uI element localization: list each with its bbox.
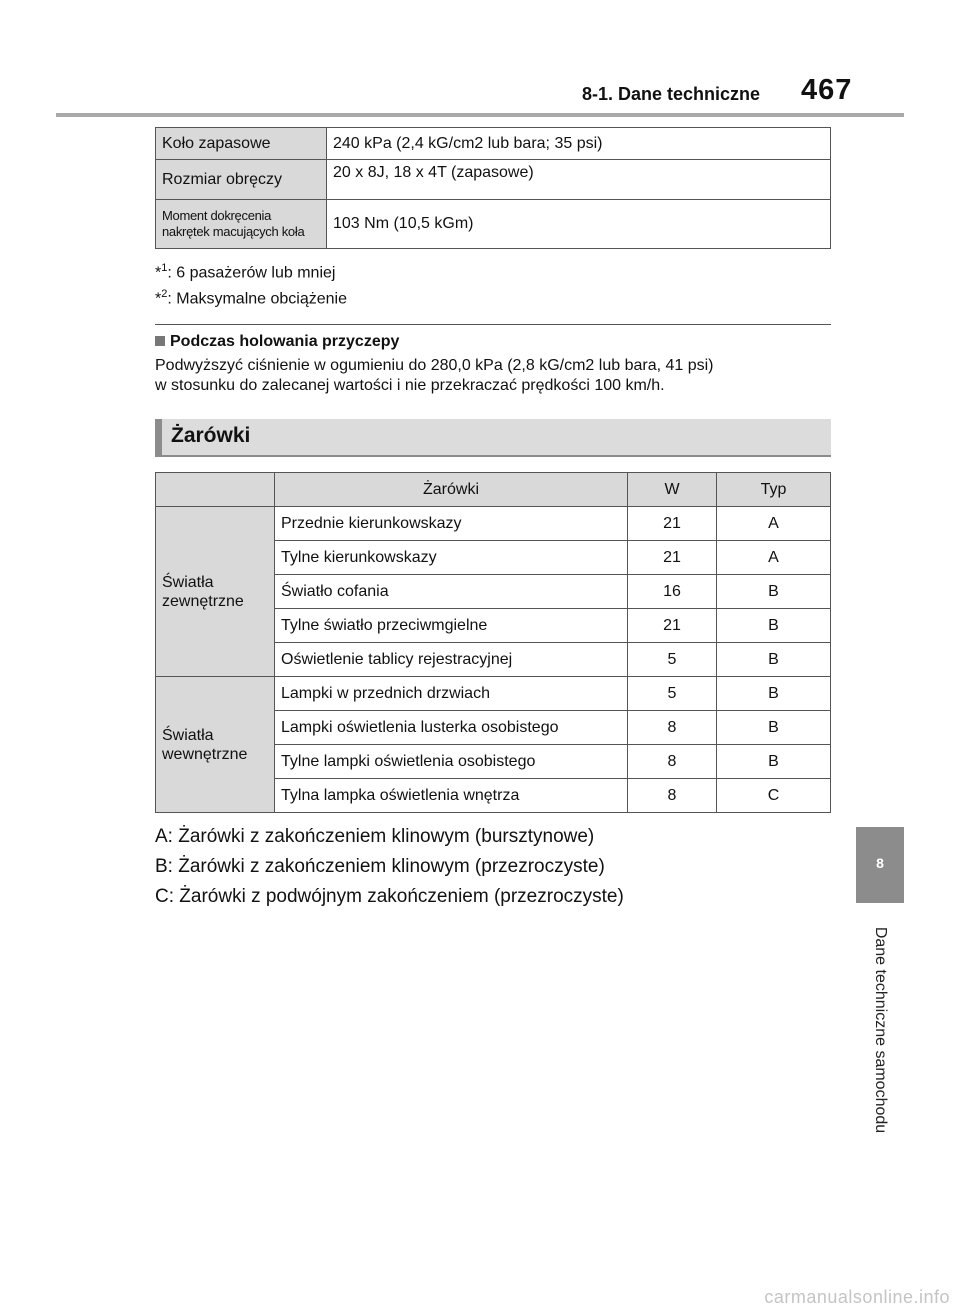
bulb-watt: 8 — [628, 745, 717, 779]
spec-table — [155, 127, 831, 249]
bulb-name: Lampki w przednich drzwiach — [275, 677, 628, 711]
section-accent — [155, 419, 162, 457]
bulb-name: Światło cofania — [275, 575, 628, 609]
footnote-mark: * — [155, 290, 162, 308]
bulb-name: Lampki oświetlenia lusterka osobistego — [275, 711, 628, 745]
spec-value: 103 Nm (10,5 kGm) — [327, 200, 831, 249]
spec-key-line: nakrętek macujących koła — [162, 224, 305, 239]
spec-key-line: Moment dokręcenia — [162, 208, 272, 223]
section-title: Żarówki — [171, 424, 251, 447]
table-row — [156, 677, 831, 711]
spec-value: 240 kPa (2,4 kG/cm2 lub bara; 35 psi) — [327, 128, 831, 160]
spec-key: Koło zapasowe — [156, 128, 327, 160]
bulb-type: B — [717, 677, 831, 711]
spec-value: 20 x 8J, 18 x 4T (zapasowe) — [327, 160, 831, 200]
group-label-line: zewnętrzne — [162, 592, 244, 610]
bulb-type: B — [717, 575, 831, 609]
spec-key — [156, 200, 327, 249]
table-header-row — [156, 473, 831, 507]
table-row — [156, 507, 831, 541]
chapter-tab — [856, 827, 904, 903]
page-number: 467 — [801, 74, 853, 106]
footnote-number: 2 — [161, 288, 168, 300]
legend-item: C: Żarówki z podwójnym zakończeniem (przezroczyste) — [155, 886, 624, 907]
column-header: W — [628, 473, 717, 507]
watermark: carmanualsonline.info — [764, 1287, 950, 1307]
bulb-type: A — [717, 507, 831, 541]
column-header — [156, 473, 275, 507]
bulb-watt: 5 — [628, 677, 717, 711]
bulb-table — [155, 472, 831, 813]
bulb-name: Tylne kierunkowskazy — [275, 541, 628, 575]
group-label-line: Światła — [162, 726, 214, 744]
chapter-number: 8 — [876, 855, 884, 871]
towing-line: w stosunku do zalecanej wartości i nie przekraczać prędkości 100 km/h. — [155, 377, 665, 394]
footnote-text: : 6 pasażerów lub mniej — [167, 264, 336, 282]
bulb-type: C — [717, 779, 831, 813]
section-divider — [155, 324, 831, 325]
bulb-type: B — [717, 711, 831, 745]
table-row — [156, 128, 831, 160]
bulb-watt: 8 — [628, 779, 717, 813]
footnote-mark: * — [155, 264, 162, 282]
header-divider — [56, 113, 904, 117]
table-row — [156, 160, 831, 200]
bulb-type: B — [717, 643, 831, 677]
footnote-number: 1 — [161, 262, 168, 274]
bulb-type: B — [717, 609, 831, 643]
footnote-2 — [155, 288, 347, 308]
bulb-watt: 21 — [628, 609, 717, 643]
bulb-name: Tylna lampka oświetlenia wnętrza — [275, 779, 628, 813]
bulb-watt: 16 — [628, 575, 717, 609]
footnote-1 — [155, 262, 335, 282]
towing-heading — [155, 333, 399, 351]
column-header: Typ — [717, 473, 831, 507]
towing-heading-text: Podczas holowania przyczepy — [170, 333, 400, 350]
chapter-title-vertical: Dane techniczne samochodu — [872, 926, 889, 1134]
section-header — [155, 419, 831, 457]
bulb-name: Oświetlenie tablicy rejestracyjnej — [275, 643, 628, 677]
bulb-type: A — [717, 541, 831, 575]
footnote-text: : Maksymalne obciążenie — [167, 290, 347, 308]
header-title: 8-1. Dane techniczne — [582, 84, 761, 104]
group-label-line: Światła — [162, 573, 214, 591]
table-row — [156, 200, 831, 249]
group-label-line: wewnętrzne — [162, 745, 248, 763]
bulb-watt: 5 — [628, 643, 717, 677]
group-label — [156, 677, 275, 813]
towing-line: Podwyższyć ciśnienie w ogumieniu do 280,0 kPa (2,8 kG/cm2 lub bara, 41 psi) — [155, 357, 714, 374]
bulb-name: Tylne światło przeciwmgielne — [275, 609, 628, 643]
bulb-type: B — [717, 745, 831, 779]
legend-item: A: Żarówki z zakończeniem klinowym (bursztynowe) — [155, 826, 595, 847]
legend-item: B: Żarówki z zakończeniem klinowym (przezroczyste) — [155, 856, 605, 877]
bulb-name: Przednie kierunkowskazy — [275, 507, 628, 541]
bulb-watt: 8 — [628, 711, 717, 745]
bulb-name: Tylne lampki oświetlenia osobistego — [275, 745, 628, 779]
bulb-watt: 21 — [628, 507, 717, 541]
towing-paragraph — [155, 356, 835, 396]
spec-key: Rozmiar obręczy — [156, 160, 327, 200]
square-bullet-icon — [155, 336, 165, 346]
group-label — [156, 507, 275, 677]
column-header: Żarówki — [275, 473, 628, 507]
bulb-watt: 21 — [628, 541, 717, 575]
